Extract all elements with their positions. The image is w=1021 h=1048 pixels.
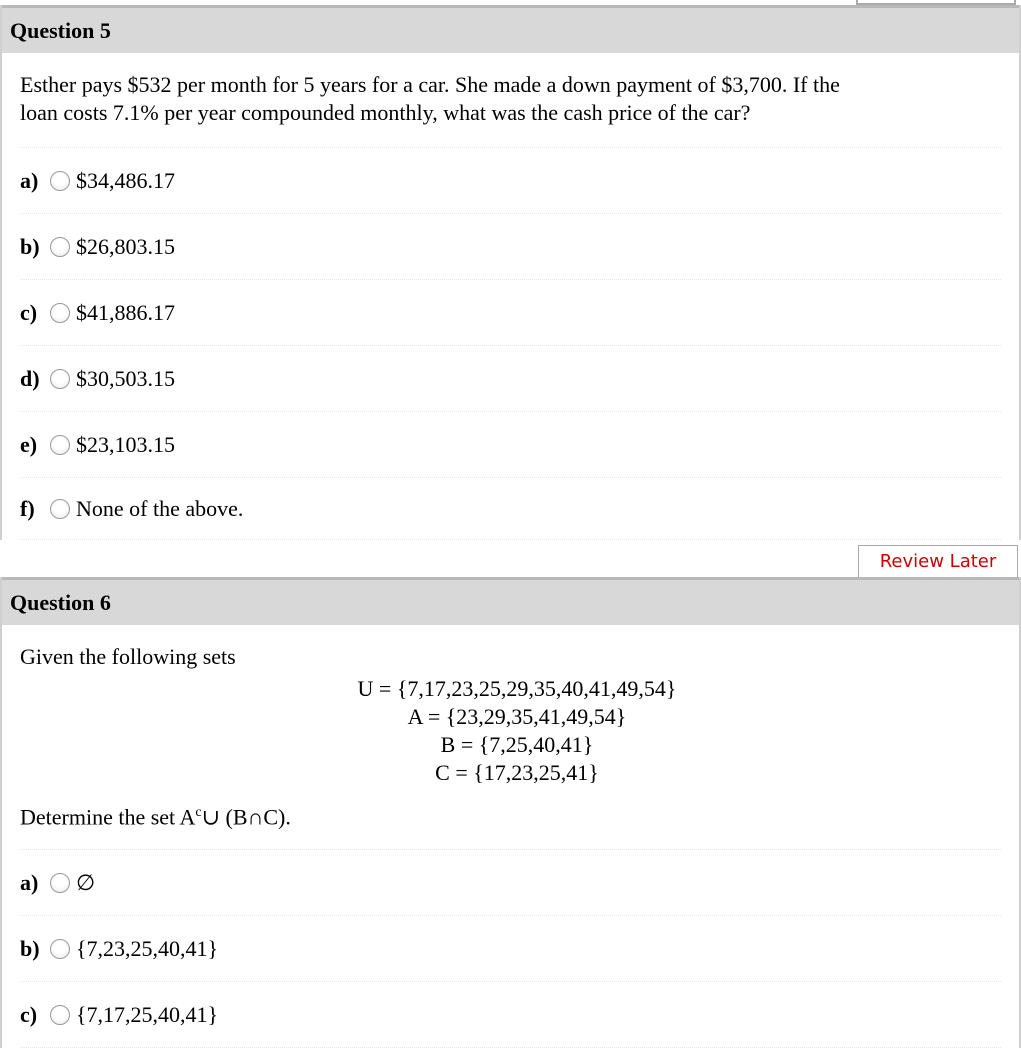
question-6-title: Question 6: [2, 577, 1019, 625]
radio-button-c[interactable]: [50, 1005, 70, 1025]
set-a: A = {23,29,35,41,49,54}: [407, 704, 627, 729]
q5-option-d[interactable]: [20, 346, 1001, 412]
radio-button-a[interactable]: [50, 171, 70, 191]
complement-superscript: c: [195, 805, 202, 820]
prompt-prefix: Determine the set A: [20, 804, 196, 830]
question-5: [0, 5, 1021, 540]
question-5-text-line2: loan costs 7.1% per year compounded monthly, what was the cash price of the car?: [20, 100, 751, 125]
option-text: $30,503.15: [76, 365, 175, 391]
review-row: [0, 545, 1021, 579]
option-letter: a): [20, 869, 39, 895]
q5-option-e[interactable]: [20, 412, 1001, 478]
option-letter: b): [20, 233, 40, 259]
question-6-prompt: [20, 787, 1001, 850]
q6-option-c[interactable]: [20, 982, 1001, 1048]
option-text: $23,103.15: [76, 431, 175, 457]
question-5-text: [20, 67, 1001, 148]
question-6-body: [2, 625, 1019, 1048]
radio-button-c[interactable]: [50, 303, 70, 323]
set-b: B = {7,25,40,41}: [440, 732, 594, 757]
radio-button-a[interactable]: [50, 873, 70, 893]
option-letter: d): [20, 365, 40, 391]
option-text: $34,486.17: [76, 167, 175, 193]
option-text: ∅: [76, 869, 96, 895]
option-text: None of the above.: [76, 495, 244, 521]
question-6: [0, 577, 1021, 1048]
option-letter: c): [20, 1001, 38, 1027]
option-text: $41,886.17: [76, 299, 175, 325]
question-5-text-line1: Esther pays $532 per month for 5 years for a car. She made a down payment of $3,700. If the: [20, 72, 840, 97]
question-5-title: Question 5: [2, 5, 1019, 53]
option-letter: f): [20, 495, 35, 521]
radio-button-b[interactable]: [50, 237, 70, 257]
prompt-suffix: ∪ (B∩C).: [201, 804, 291, 830]
q5-option-c[interactable]: [20, 280, 1001, 346]
radio-button-f[interactable]: [50, 499, 70, 519]
radio-button-b[interactable]: [50, 939, 70, 959]
review-later-button[interactable]: Review Later: [858, 545, 1018, 578]
question-5-body: [2, 53, 1019, 540]
q5-option-f[interactable]: [20, 478, 1001, 540]
radio-button-d[interactable]: [50, 369, 70, 389]
q5-option-a[interactable]: [20, 148, 1001, 214]
set-c: C = {17,23,25,41}: [435, 760, 599, 785]
sets-definitions: [322, 675, 712, 787]
option-text: $26,803.15: [76, 233, 175, 259]
option-letter: c): [20, 299, 38, 325]
radio-button-e[interactable]: [50, 435, 70, 455]
q5-option-b[interactable]: [20, 214, 1001, 280]
q6-option-b[interactable]: [20, 916, 1001, 982]
q6-option-a[interactable]: [20, 850, 1001, 916]
option-letter: e): [20, 431, 38, 457]
option-letter: b): [20, 935, 40, 961]
option-letter: a): [20, 167, 39, 193]
set-u: U = {7,17,23,25,29,35,40,41,49,54}: [357, 676, 677, 701]
question-6-intro: Given the following sets: [20, 644, 236, 669]
option-text: {7,23,25,40,41}: [76, 935, 219, 961]
option-text: {7,17,25,40,41}: [76, 1001, 219, 1027]
